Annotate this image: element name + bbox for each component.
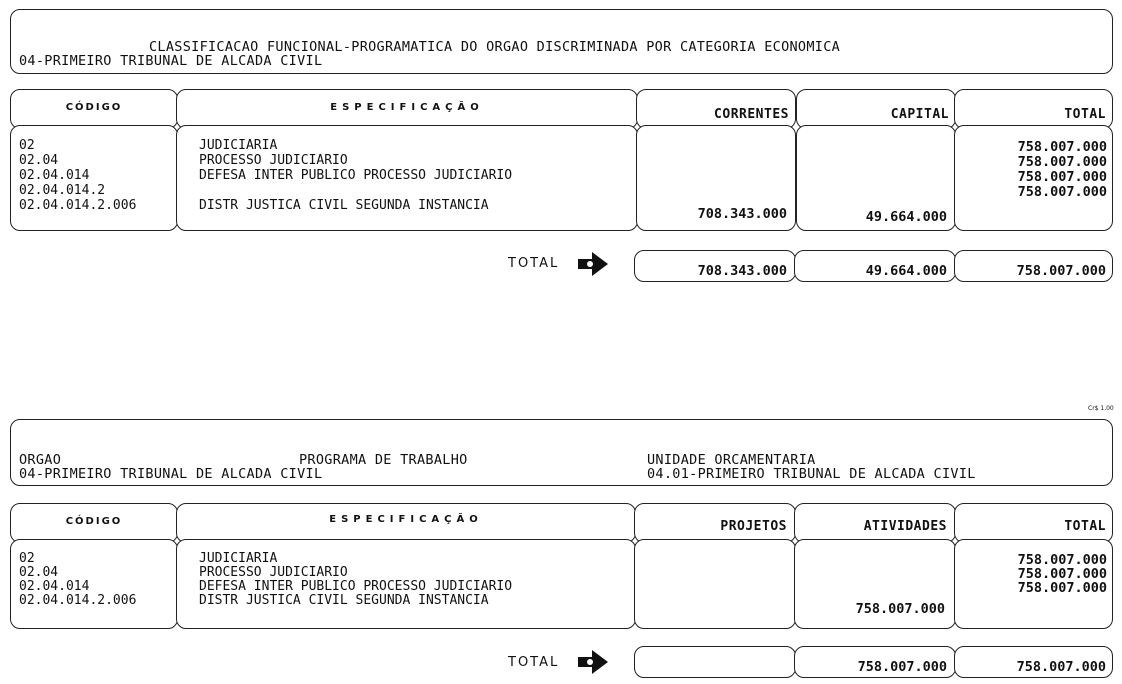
s1-total-arrow-icon xyxy=(577,251,609,281)
s2-spec-cell xyxy=(176,539,636,629)
s1-total-col3 xyxy=(954,250,1113,282)
s2-spec-header-label: ESPECIFICAÇÃO xyxy=(329,514,483,525)
s1-col3-cell xyxy=(954,125,1113,231)
s1-total-col3-value: 758.007.000 xyxy=(1016,263,1106,279)
s2-total-col3-value: 758.007.000 xyxy=(1016,659,1106,675)
s2-total-col3 xyxy=(954,646,1113,678)
s2-codigo-header-label: CÓDIGO xyxy=(65,516,123,527)
s1-total-col2 xyxy=(794,250,956,282)
s2-total-col2 xyxy=(794,646,956,678)
s2-total-col2-value: 758.007.000 xyxy=(857,659,947,675)
s2-col3-cell xyxy=(954,539,1113,629)
s2-total-col1 xyxy=(634,646,796,678)
s1-col2-header-label: CAPITAL xyxy=(890,107,949,122)
s2-col1-header-label: PROJETOS xyxy=(720,519,787,534)
s2-col2-header-label: ATIVIDADES xyxy=(863,519,947,534)
s1-col1-cell xyxy=(636,125,796,231)
s2-codes: 02 02.04 02.04.014 02.04.014.2.006 xyxy=(19,551,137,608)
s2-col3-header xyxy=(954,503,1113,543)
s1-col2-cell xyxy=(796,125,956,231)
s1-codigo-header xyxy=(10,89,178,129)
s1-total-col1 xyxy=(634,250,796,282)
s2-spec-header xyxy=(176,503,636,543)
s2-totals-column: 758.007.000 758.007.000 758.007.000 xyxy=(1017,552,1107,596)
s1-spec-header-label: ESPECIFICAÇÃO xyxy=(330,102,484,113)
s1-spec-header xyxy=(176,89,638,129)
s1-col2-value: 49.664.000 xyxy=(865,209,947,225)
s2-total-label: TOTAL xyxy=(508,655,560,670)
page-mark: Cr$ 1,00 xyxy=(1088,405,1114,412)
s2-orgao: 04-PRIMEIRO TRIBUNAL DE ALCADA CIVIL xyxy=(19,466,323,482)
s1-codes: 02 02.04 02.04.014 02.04.014.2 02.04.014.2.006 xyxy=(19,138,137,213)
s2-col1-cell xyxy=(634,539,796,629)
s1-col1-value: 708.343.000 xyxy=(697,206,787,222)
s2-total-arrow-icon xyxy=(577,649,609,679)
s1-codigo-cell xyxy=(10,125,178,231)
section1-title: CLASSIFICACAO FUNCIONAL-PROGRAMATICA DO ORGAO DISCRIMINADA POR CATEGORIA ECONOMICA xyxy=(149,39,841,55)
section2-header-box xyxy=(10,419,1113,486)
s2-col2-value: 758.007.000 xyxy=(855,601,945,617)
s2-col3-header-label: TOTAL xyxy=(1064,519,1106,534)
s1-col3-header-label: TOTAL xyxy=(1064,107,1106,122)
s2-col1-header xyxy=(634,503,796,543)
s1-total-col2-value: 49.664.000 xyxy=(865,263,947,279)
section1-orgao: 04-PRIMEIRO TRIBUNAL DE ALCADA CIVIL xyxy=(19,53,323,69)
s2-orgao-label: ORGAO xyxy=(19,452,62,468)
s1-total-label: TOTAL xyxy=(508,256,560,271)
s1-totals-column: 758.007.000 758.007.000 758.007.000 758.007.000 xyxy=(1017,139,1107,200)
s1-spec-cell xyxy=(176,125,638,231)
s2-specs: JUDICIARIA PROCESSO JUDICIARIO DEFESA INTER PUBLICO PROCESSO JUDICIARIO DISTR JUSTICA CIVIL SEGUNDA INSTANCIA xyxy=(199,551,513,608)
s1-specs: JUDICIARIA PROCESSO JUDICIARIO DEFESA INTER PUBLICO PROCESSO JUDICIARIO DISTR JUSTICA CIVIL SEGUNDA INSTANCIA xyxy=(199,138,513,213)
s2-col2-cell xyxy=(794,539,956,629)
s1-col2-header xyxy=(796,89,956,129)
s1-total-col1-value: 708.343.000 xyxy=(697,263,787,279)
s2-codigo-cell xyxy=(10,539,178,629)
s2-col2-header xyxy=(794,503,956,543)
s2-programa: PROGRAMA DE TRABALHO xyxy=(299,452,468,468)
s1-col1-header-label: CORRENTES xyxy=(714,107,789,122)
s1-col3-header xyxy=(954,89,1113,129)
s1-col1-header xyxy=(636,89,796,129)
s2-unidade: 04.01-PRIMEIRO TRIBUNAL DE ALCADA CIVIL xyxy=(647,466,976,482)
s2-codigo-header xyxy=(10,503,178,543)
section1-title-box xyxy=(10,9,1113,74)
s1-codigo-header-label: CÓDIGO xyxy=(65,102,123,113)
s2-unidade-label: UNIDADE ORCAMENTARIA xyxy=(647,452,816,468)
